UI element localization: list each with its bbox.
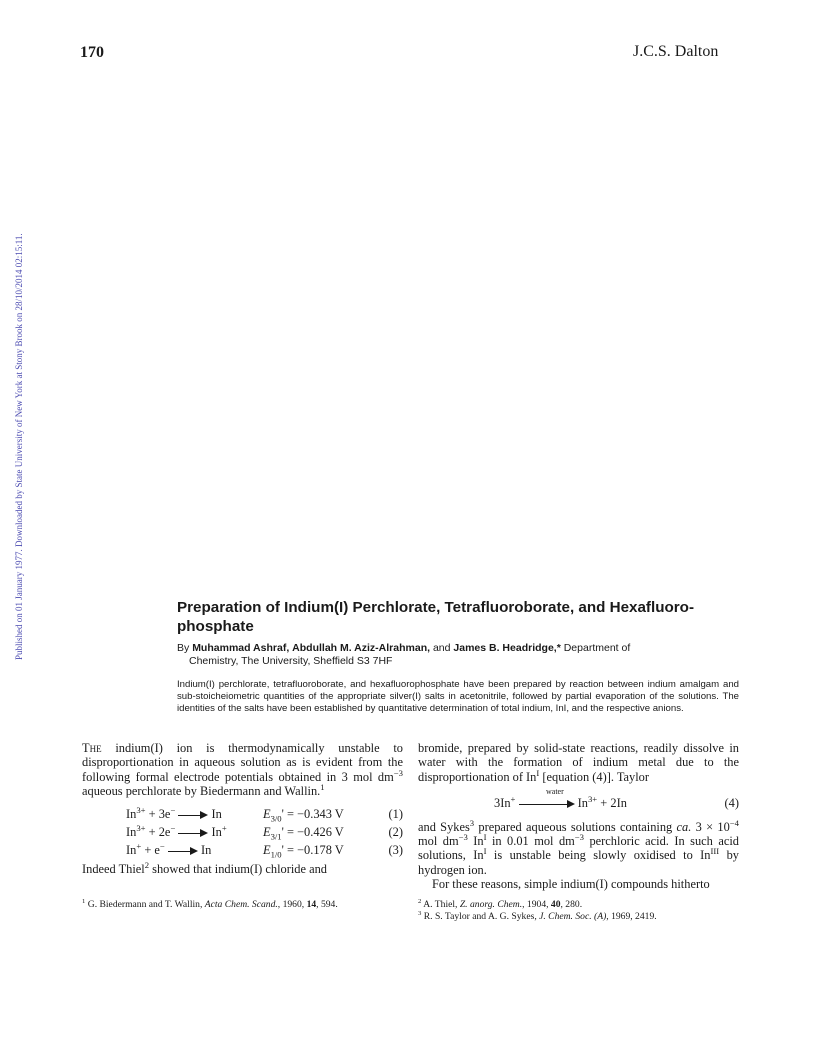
author-3: James B. Headridge,* <box>453 642 561 654</box>
eq2-e-sub: 3/1 <box>270 831 282 842</box>
fn2-pages: , 280. <box>560 899 583 910</box>
eq4-number: (4) <box>724 795 739 810</box>
fn1-year: , 1960, <box>277 899 307 910</box>
equation-3: In+ + e− In $E_{1/0}' = -0.178$ V (3) <box>126 840 403 860</box>
fn2-volume: 40 <box>550 899 561 910</box>
fn2-authors: A. Thiel, <box>423 899 460 910</box>
eq2-lhs2: + 2e <box>145 825 171 840</box>
sykes-a: and Sykes <box>418 819 470 834</box>
fn3-rest: , 1969, 2419. <box>606 910 657 922</box>
footnotes-right <box>418 899 740 922</box>
left-column <box>82 741 403 876</box>
sykes-c: 3 × 10 <box>691 819 730 834</box>
author-2: Abdullah M. Aziz-Alrahman, <box>292 642 431 654</box>
reaction-arrow <box>178 810 208 820</box>
eq1-lhs: In <box>126 807 137 822</box>
right-column <box>418 741 739 891</box>
sykes-g: perchloric acid. In such acid solutions, In <box>418 834 739 863</box>
download-notice-text: Published on 01 January 1977. Downloaded by State University of New York at Stony Brook on 28/10/2014 02:15:11. <box>14 233 24 660</box>
intro-paragraph: The indium(I) ion is thermodynamically unstable to disproportionation in aqueous solution as is evident from the following formal electrode potentials obtained in 3 mol $dm^{-3}$ aqueous perchlorate by Biedermann and Wallin.$^1$ <box>82 741 403 798</box>
sykes-d: mol dm <box>418 834 459 849</box>
download-notice <box>2 160 26 660</box>
thiel-rest: showed that indium(I) chloride and <box>149 862 327 877</box>
eq2-product: In <box>208 825 222 840</box>
fn1-authors: G. Biedermann and T. Wallin, <box>87 899 205 910</box>
abstract: Indium(I) perchlorate, tetrafluoroborate, and hexafluorophosphate have been prepared by reaction between indium amalgam and sub-stoicheiometric quantities of the appropriate silver(I) salts in acetonitrile, followed by partial evaporation of the solutions. The identities of the salts have been established by quantitative determination of total indium, InI, and the respective anions. <box>177 679 739 714</box>
lead-word: The <box>82 741 102 755</box>
sykes-f: in 0.01 mol dm <box>486 834 575 849</box>
fn2-journal: Z. anorg. Chem. <box>459 899 523 910</box>
footnote-1: $^1$ G. Biedermann and T. Wallin, Acta Chem. Scand., 1960, 14, 594. <box>82 897 338 910</box>
affiliation-part-b: Chemistry, The University, Sheffield S3 7HF <box>189 655 393 667</box>
eq1-number: (1) <box>388 807 403 822</box>
equation-4: 3In+ $In^{3+} + 2In$ water (4) <box>494 786 739 810</box>
sykes-e: In <box>467 834 484 849</box>
reasons-paragraph: For these reasons, simple indium(I) compounds hitherto <box>432 877 710 892</box>
reaction-arrow <box>519 799 575 809</box>
eq1-lhs2: + 3e <box>145 807 171 822</box>
thiel-paragraph: Indeed Thiel$^2$ showed that indium(I) chloride and <box>82 860 327 877</box>
sykes-h: is unstable being slowly oxidised to In <box>486 848 711 863</box>
equation-1: $In^{3+} + 3e^-$ In $E_{3/0}' = -0.343$ V (1) <box>126 804 403 824</box>
eq4-rhs2: + 2In <box>597 795 627 810</box>
article-title: Preparation of Indium(I) Perchlorate, Tetrafluoroborate, and Hexafluoro-phosphate <box>177 599 694 635</box>
bromide-text: bromide, prepared by solid-state reactions, readily dissolve in water with the formation of indium metal due to the disproportionation of In <box>418 741 739 784</box>
eq4-lhs: 3In <box>494 795 511 810</box>
eq1-e: E <box>263 807 271 822</box>
and-label: and <box>432 642 451 654</box>
reaction-arrow <box>168 846 198 856</box>
eq2-e: E <box>263 825 271 840</box>
equation-2: $In^{3+} + 2e^-$ In+ $E_{3/1}' = -0.426$ V (2) <box>126 822 403 842</box>
thiel-text: Indeed Thiel <box>82 862 145 877</box>
author-1: Muhammad Ashraf, <box>192 642 290 654</box>
eq3-e: E <box>263 843 271 858</box>
fn2-year: , 1904, <box>522 899 551 910</box>
page-number: 170 <box>80 44 104 61</box>
by-label: By <box>177 642 190 654</box>
eq4-rhs: In <box>577 795 588 810</box>
reaction-arrow <box>178 828 208 838</box>
footnote-3: $^3$ R. S. Taylor and A. G. Sykes, J. Chem. Soc. (A), 1969, 2419. <box>418 909 657 922</box>
eq1-value: ' = −0.343 V <box>281 807 344 822</box>
fn3-authors: R. S. Taylor and A. G. Sykes, <box>423 910 540 922</box>
eq2-lhs: In <box>126 825 137 840</box>
eq3-lhs2: + e <box>141 843 160 858</box>
eq3-value: ' = −0.178 V <box>281 843 344 858</box>
intro-text: indium(I) ion is thermodynamically unstable to disproportionation in aqueous solution as is evident from the following formal electrode potentials obtained in 3 mol dm <box>82 741 403 784</box>
journal-title: J.C.S. Dalton <box>633 43 719 60</box>
eq3-lhs: In <box>126 843 137 858</box>
sykes-ca: ca. <box>676 819 692 834</box>
eq3-number: (3) <box>388 843 403 858</box>
fn1-pages: , 594. <box>316 899 338 910</box>
fn3-journal: J. Chem. Soc. (A) <box>539 910 607 922</box>
eq1-product: In <box>208 807 222 822</box>
eq2-number: (2) <box>388 825 403 840</box>
author-block <box>177 642 747 668</box>
footnote-2: $^2$ A. Thiel, Z. anorg. Chem., 1904, 40, 280. <box>418 897 583 910</box>
intro-tail: aqueous perchlorate by Biedermann and Wallin. <box>82 783 321 798</box>
eq3-product: In <box>197 843 212 858</box>
affiliation-part-a: Department of <box>563 642 631 654</box>
sykes-i: by hydrogen ion. <box>418 848 739 877</box>
bromide-paragraph: bromide, prepared by solid-state reactions, readily dissolve in water with the formation of indium metal due to the disproportionation of $In^I$ [equation (4)]. Taylor <box>418 741 739 784</box>
eq3-e-sub: 1/0 <box>270 849 282 860</box>
eq2-value: ' = −0.426 V <box>281 825 344 840</box>
eq1-e-sub: 3/0 <box>270 813 282 824</box>
sykes-b: prepared aqueous solutions containing <box>474 819 677 834</box>
bromide-rest: [equation (4)]. Taylor <box>539 769 649 784</box>
water-label: water <box>546 786 564 796</box>
fn1-journal: Acta Chem. Scand. <box>204 899 278 910</box>
sykes-paragraph: and Sykes$^3$ prepared aqueous solutions containing ca. $3 \times 10^{-4}$ mol $dm^{-3}$ $In^I$ in 0.01 mol $dm^{-3}$ perchloric acid. In such acid solutions, $In^I$ is unstable being slowly oxidised to $In^{III}$ by hydrogen ion. <box>418 817 739 877</box>
fn1-volume: 14 <box>306 899 317 910</box>
